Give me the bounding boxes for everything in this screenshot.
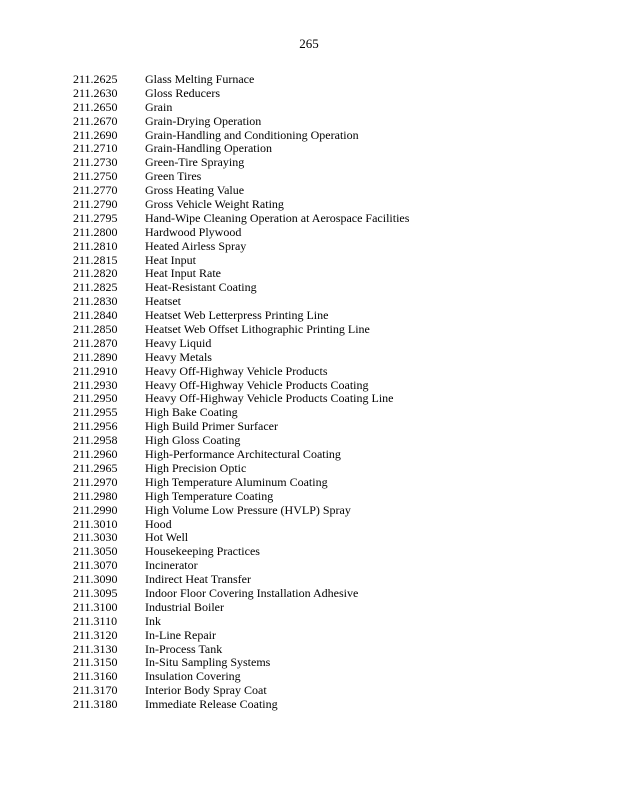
- section-number: 211.3150: [73, 655, 118, 670]
- defined-term: Industrial Boiler: [145, 599, 224, 614]
- list-item: [73, 170, 593, 184]
- section-number: 211.2955: [73, 405, 118, 420]
- defined-term: Green Tires: [145, 169, 202, 184]
- section-number: 211.3110: [73, 613, 118, 628]
- section-number: 211.3090: [73, 572, 118, 587]
- section-number: 211.2830: [73, 294, 118, 309]
- defined-term: In-Situ Sampling Systems: [145, 655, 271, 670]
- section-number: 211.2750: [73, 169, 118, 184]
- section-number: 211.2956: [73, 419, 118, 434]
- defined-term: Incinerator: [145, 558, 198, 573]
- list-item: [73, 531, 593, 545]
- list-item: [73, 573, 593, 587]
- section-number: 211.3120: [73, 627, 118, 642]
- section-number: 211.3030: [73, 530, 118, 545]
- section-number: 211.2970: [73, 474, 118, 489]
- section-number: 211.2690: [73, 127, 118, 142]
- defined-term: Hot Well: [145, 530, 189, 545]
- list-item: [73, 406, 593, 420]
- list-item: [73, 629, 593, 643]
- list-item: [73, 142, 593, 156]
- section-number: 211.2958: [73, 433, 118, 448]
- defined-term: Hardwood Plywood: [145, 224, 242, 239]
- defined-term: High Volume Low Pressure (HVLP) Spray: [145, 502, 351, 517]
- list-item: [73, 490, 593, 504]
- defined-term: Glass Melting Furnace: [145, 72, 255, 86]
- section-number: 211.2670: [73, 113, 118, 128]
- list-item: [73, 184, 593, 198]
- list-item: [73, 601, 593, 615]
- list-item: [73, 504, 593, 518]
- section-number: 211.2810: [73, 238, 118, 253]
- defined-term: Heavy Metals: [145, 349, 212, 364]
- list-item: [73, 254, 593, 268]
- section-number: 211.2890: [73, 349, 118, 364]
- section-number: 211.2850: [73, 322, 118, 337]
- list-item: [73, 587, 593, 601]
- list-item: [73, 212, 593, 226]
- section-number: 211.2815: [73, 252, 118, 267]
- list-item: [73, 476, 593, 490]
- defined-term: Indirect Heat Transfer: [145, 572, 251, 587]
- defined-term: Insulation Covering: [145, 669, 241, 684]
- list-item: [73, 115, 593, 129]
- section-number: 211.3095: [73, 585, 118, 600]
- section-number: 211.3170: [73, 683, 118, 698]
- defined-term: Grain-Drying Operation: [145, 113, 262, 128]
- defined-term: Grain: [145, 99, 173, 114]
- list-item: [73, 295, 593, 309]
- defined-term: Indoor Floor Covering Installation Adhesive: [145, 585, 359, 600]
- list-item: [73, 281, 593, 295]
- defined-term: Heat Input Rate: [145, 266, 221, 281]
- list-item: [73, 462, 593, 476]
- section-number: 211.2795: [73, 210, 118, 225]
- defined-term: Heat-Resistant Coating: [145, 280, 257, 295]
- defined-term: Interior Body Spray Coat: [145, 683, 267, 698]
- list-item: [73, 656, 593, 670]
- section-number: 211.2770: [73, 183, 118, 198]
- defined-term: Ink: [145, 613, 161, 628]
- list-item: [73, 240, 593, 254]
- defined-term: Grain-Handling and Conditioning Operation: [145, 127, 359, 142]
- defined-term: High Gloss Coating: [145, 433, 241, 448]
- section-number: 211.3180: [73, 697, 118, 712]
- list-item: [73, 337, 593, 351]
- defined-term: Heavy Off-Highway Vehicle Products: [145, 363, 328, 378]
- section-number: 211.2710: [73, 141, 118, 156]
- list-item: [73, 643, 593, 657]
- list-item: [73, 101, 593, 115]
- list-item: [73, 559, 593, 573]
- defined-term: Immediate Release Coating: [145, 697, 278, 712]
- defined-term: Gross Heating Value: [145, 183, 245, 198]
- defined-term: High Build Primer Surfacer: [145, 419, 278, 434]
- section-number: 211.3100: [73, 599, 118, 614]
- section-number: 211.3130: [73, 641, 118, 656]
- section-number: 211.2650: [73, 99, 118, 114]
- list-item: [73, 615, 593, 629]
- section-number: 211.2790: [73, 197, 118, 212]
- defined-term: Heat Input: [145, 252, 196, 267]
- section-number: 211.2980: [73, 488, 118, 503]
- defined-term: Gross Vehicle Weight Rating: [145, 197, 284, 212]
- section-number: 211.2950: [73, 391, 118, 406]
- list-item: [73, 545, 593, 559]
- definitions-list: [73, 73, 593, 712]
- page-number: 265: [299, 36, 319, 51]
- defined-term: High Temperature Aluminum Coating: [145, 474, 328, 489]
- section-number: 211.2965: [73, 460, 118, 475]
- list-item: [73, 420, 593, 434]
- list-item: [73, 434, 593, 448]
- section-number: 211.2930: [73, 377, 118, 392]
- list-item: [73, 323, 593, 337]
- section-number: 211.2630: [73, 85, 118, 100]
- defined-term: Heatset Web Offset Lithographic Printing Line: [145, 322, 370, 337]
- section-number: 211.3160: [73, 669, 118, 684]
- defined-term: Heavy Liquid: [145, 335, 212, 350]
- section-number: 211.2825: [73, 280, 118, 295]
- defined-term: In-Process Tank: [145, 641, 223, 656]
- section-number: 211.2840: [73, 308, 118, 323]
- section-number: 211.3070: [73, 558, 118, 573]
- defined-term: Hand-Wipe Cleaning Operation at Aerospace Facilities: [145, 210, 410, 225]
- defined-term: Green-Tire Spraying: [145, 155, 245, 170]
- section-number: 211.2910: [73, 363, 118, 378]
- defined-term: High Precision Optic: [145, 460, 247, 475]
- defined-term: Heavy Off-Highway Vehicle Products Coating Line: [145, 391, 394, 406]
- defined-term: Hood: [145, 516, 172, 531]
- list-item: [73, 684, 593, 698]
- section-number: 211.2800: [73, 224, 118, 239]
- list-item: [73, 267, 593, 281]
- defined-term: High Bake Coating: [145, 405, 238, 420]
- list-item: [73, 448, 593, 462]
- defined-term: Heatset: [145, 294, 181, 309]
- defined-term: Gloss Reducers: [145, 85, 220, 100]
- list-item: [73, 518, 593, 532]
- defined-term: Heatset Web Letterpress Printing Line: [145, 308, 329, 323]
- list-item: [73, 309, 593, 323]
- defined-term: Housekeeping Practices: [145, 544, 260, 559]
- list-item: [73, 365, 593, 379]
- list-item: [73, 156, 593, 170]
- section-number: 211.2730: [73, 155, 118, 170]
- list-item: [73, 73, 593, 87]
- defined-term: In-Line Repair: [145, 627, 216, 642]
- section-number: 211.2625: [73, 72, 118, 86]
- defined-term: Heavy Off-Highway Vehicle Products Coating: [145, 377, 369, 392]
- section-number: 211.2990: [73, 502, 118, 517]
- list-item: [73, 226, 593, 240]
- list-item: [73, 129, 593, 143]
- section-number: 211.3050: [73, 544, 118, 559]
- list-item: [73, 379, 593, 393]
- defined-term: Heated Airless Spray: [145, 238, 247, 253]
- section-number: 211.2960: [73, 447, 118, 462]
- list-item: [73, 198, 593, 212]
- defined-term: High Temperature Coating: [145, 488, 274, 503]
- list-item: [73, 351, 593, 365]
- defined-term: Grain-Handling Operation: [145, 141, 272, 156]
- list-item: [73, 392, 593, 406]
- section-number: 211.3010: [73, 516, 118, 531]
- list-item: [73, 698, 593, 712]
- list-item: [73, 87, 593, 101]
- list-item: [73, 670, 593, 684]
- section-number: 211.2820: [73, 266, 118, 281]
- defined-term: High-Performance Architectural Coating: [145, 447, 341, 462]
- section-number: 211.2870: [73, 335, 118, 350]
